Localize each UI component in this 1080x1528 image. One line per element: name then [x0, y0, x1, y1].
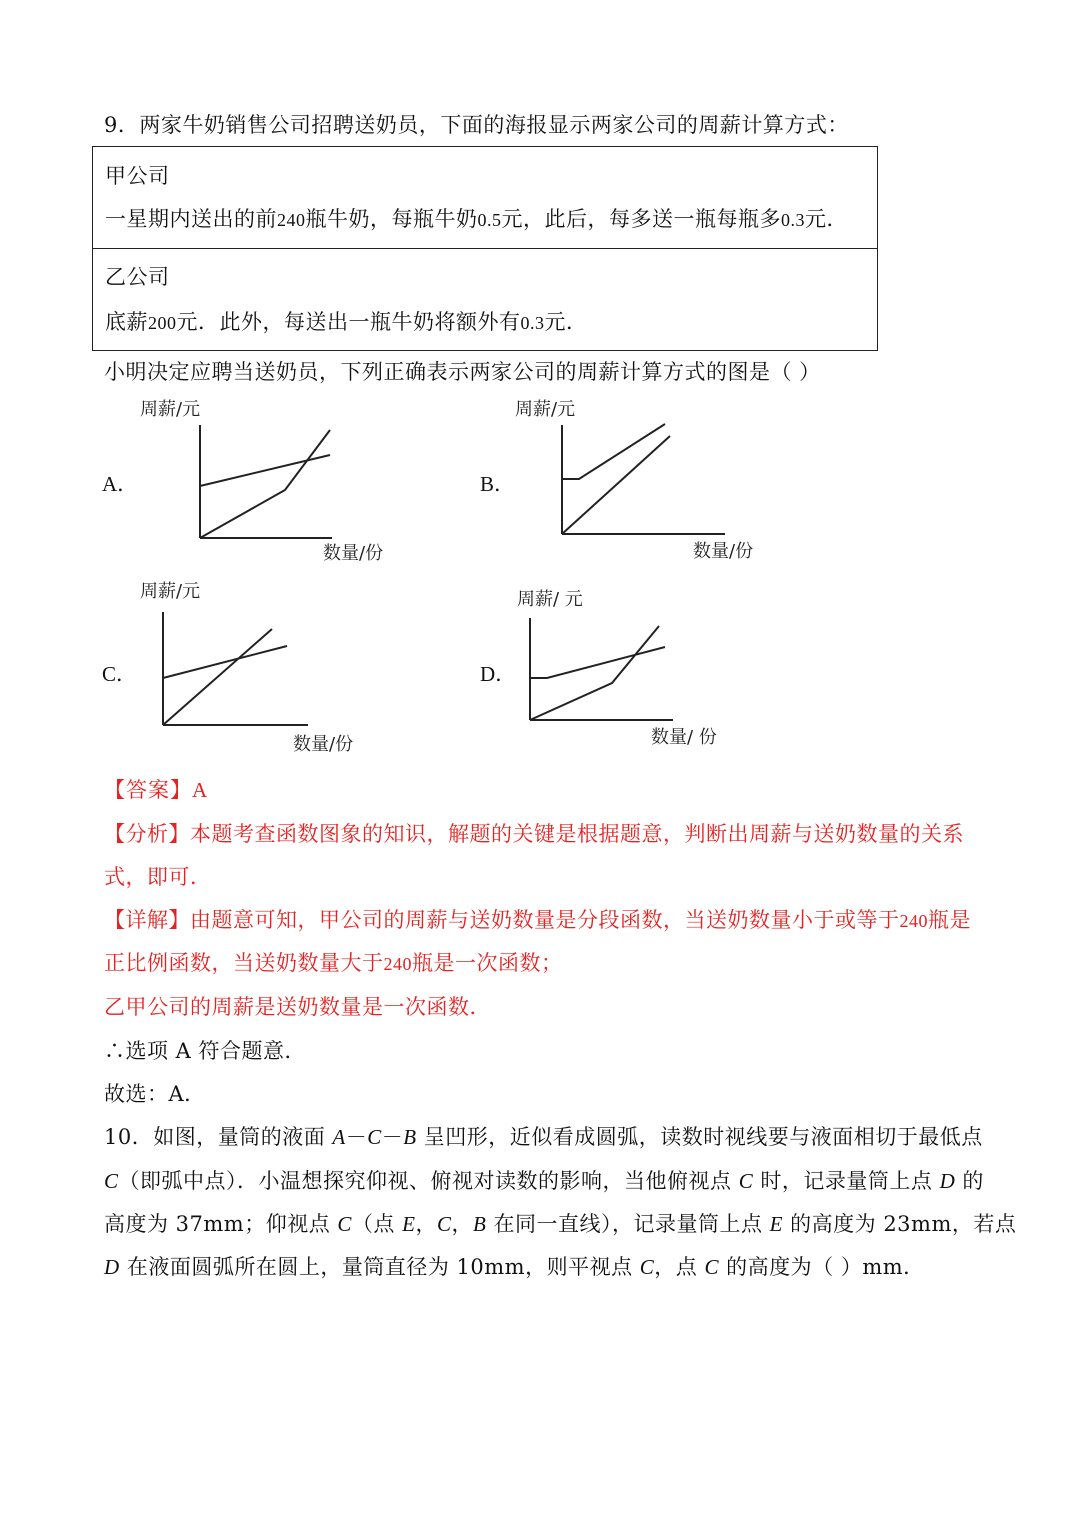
detail-line-3: 乙甲公司的周薪是送奶数量是一次函数． [104, 995, 491, 1019]
q10-line-4: D 在液面圆弧所在圆上，量筒直径为 10mm，则平视点 C，点 C 的高度为（ ）mm． [104, 1255, 925, 1279]
detail-line-1: 【详解】由题意可知，甲公司的周薪与送奶数量是分段函数，当送奶数量小于或等于240瓶是 [104, 908, 971, 932]
option-a-company-b-line [200, 455, 330, 486]
option-a-xlabel: 数量/份 [323, 543, 384, 564]
option-d-ylabel: 周薪/ 元 [517, 589, 583, 610]
option-d-label[interactable]: D． [480, 662, 517, 686]
option-d-xlabel: 数量/ 份 [651, 727, 717, 748]
option-b-ylabel: 周薪/元 [515, 399, 576, 420]
option-b-label[interactable]: B． [480, 472, 516, 496]
salary-poster [92, 146, 878, 351]
option-a-graph[interactable] [140, 395, 400, 570]
q9-stem: 9．两家牛奶销售公司招聘送奶员，下面的海报显示两家公司的周薪计算方式： [104, 113, 849, 137]
option-b-company-a-line [562, 436, 670, 534]
analysis-line-1: 【分析】本题考查函数图象的知识，解题的关键是根据题意，判断出周薪与送奶数量的关系 [104, 822, 964, 846]
option-a-company-a-line [200, 430, 330, 538]
choice-line: 故选：A． [104, 1082, 206, 1106]
company-a-rule: 一星期内送出的前240瓶牛奶，每瓶牛奶0.5元，此后，每多送一瓶每瓶多0.3元． [105, 207, 848, 231]
analysis-line-2: 式，即可． [104, 865, 212, 889]
detail-line-2: 正比例函数，当送奶数量大于240瓶是一次函数； [104, 951, 563, 975]
option-d-company-a-line [530, 626, 659, 720]
option-c-xlabel: 数量/份 [293, 734, 354, 755]
company-a-title: 甲公司 [105, 164, 170, 188]
company-b-title: 乙公司 [105, 265, 170, 289]
q10-line-3: 高度为 37mm；仰视点 C（点 E，C，B 在同一直线），记录量筒上点 E 的高度为 23mm，若点 [104, 1212, 1017, 1236]
option-b-graph[interactable] [515, 395, 775, 570]
option-c-label[interactable]: C． [102, 662, 138, 686]
option-a-label[interactable]: A． [102, 472, 139, 496]
answer-line [104, 775, 208, 805]
option-d-company-b-line [530, 647, 665, 678]
option-d-graph[interactable] [515, 585, 775, 755]
company-b-rule: 底薪200元．此外，每送出一瓶牛奶将额外有0.3元． [105, 310, 588, 334]
option-c-graph[interactable] [140, 577, 400, 757]
answer-tag: 【答案】 [104, 778, 192, 802]
q10-line-1: 10．如图，量筒的液面 A－C－B 呈凹形，近似看成圆弧，读数时视线要与液面相切于最低点 [104, 1125, 983, 1149]
option-b-xlabel: 数量/份 [693, 541, 754, 562]
option-c-company-b-line [163, 646, 287, 678]
option-c-ylabel: 周薪/元 [140, 581, 201, 602]
option-b-company-b-line [562, 424, 665, 479]
option-c-company-a-line [163, 629, 272, 725]
detail-line-4: ∴选项 A 符合题意． [104, 1039, 307, 1063]
answer-value: A [192, 778, 208, 802]
q10-line-2: C（即弧中点）．小温想探究仰视、俯视对读数的影响，当他俯视点 C 时，记录量筒上点 D 的 [104, 1169, 984, 1193]
option-a-ylabel: 周薪/元 [140, 399, 201, 420]
q9-question: 小明决定应聘当送奶员，下列正确表示两家公司的周薪计算方式的图是（ ） [104, 360, 821, 384]
poster-divider [93, 248, 877, 249]
